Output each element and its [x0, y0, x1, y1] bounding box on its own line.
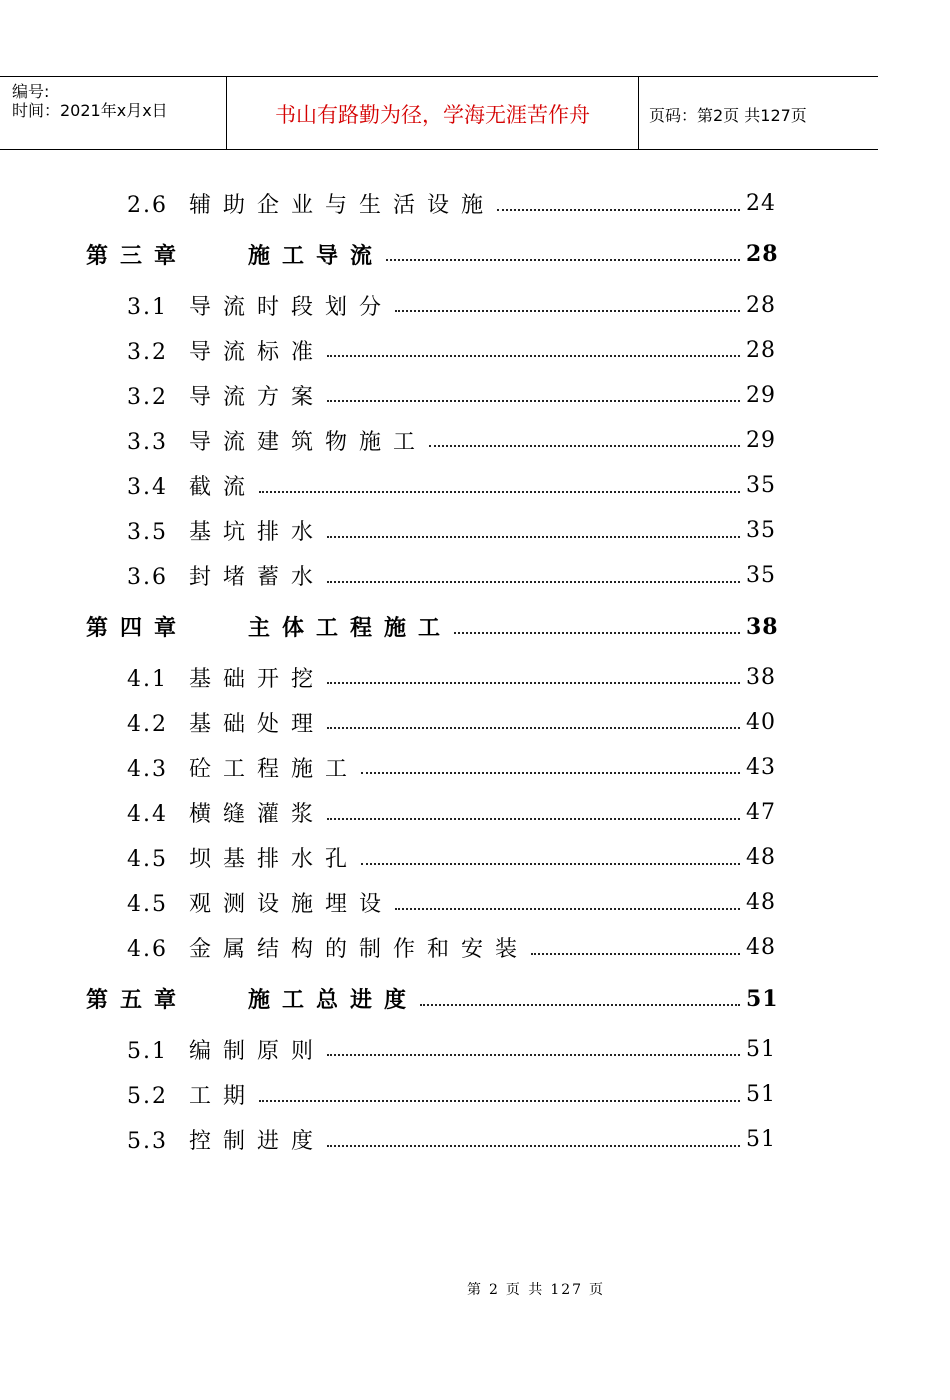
toc-entry-number: 第五章	[86, 987, 189, 1014]
toc-page-number: 28	[746, 292, 776, 318]
toc-page-number: 24	[746, 191, 776, 217]
toc-entry-number: 4.5	[127, 892, 168, 918]
page-footer	[0, 1280, 950, 1300]
toc-entry-title: 金属结构的制作和安装	[189, 937, 530, 963]
document-date: 时间：2021年x月x日	[12, 101, 168, 120]
toc-entry-title: 主体工程施工	[248, 615, 453, 641]
toc-dot-leader	[327, 333, 740, 357]
toc-entry-number: 4.5	[127, 847, 168, 873]
toc-entry-number: 4.3	[127, 756, 168, 782]
footer-mid: 页 共	[505, 1282, 545, 1298]
toc-entry-label	[127, 752, 359, 783]
toc-section-entry[interactable]	[0, 790, 950, 835]
toc-dot-leader	[361, 750, 740, 774]
toc-section-entry[interactable]	[0, 880, 950, 925]
toc-page-number: 48	[746, 935, 776, 961]
toc-dot-leader	[259, 1078, 740, 1102]
toc-section-entry[interactable]	[0, 700, 950, 745]
table-of-contents	[0, 181, 950, 1162]
toc-dot-leader	[327, 559, 740, 583]
toc-dot-leader	[327, 660, 740, 684]
toc-page-number: 29	[746, 427, 776, 453]
toc-entry-title: 施工导流	[248, 242, 385, 269]
toc-entry-number: 4.6	[127, 937, 168, 963]
toc-entry-number: 5.1	[127, 1038, 168, 1064]
toc-entry-label	[127, 335, 325, 366]
footer-current-page: 2	[488, 1282, 500, 1298]
toc-section-entry[interactable]	[0, 463, 950, 508]
toc-entry-label	[127, 707, 325, 738]
toc-dot-leader	[386, 237, 740, 261]
toc-entry-number: 2.6	[127, 193, 168, 219]
toc-page-number: 51	[746, 1036, 776, 1062]
toc-entry-label	[86, 239, 384, 270]
toc-entry-label	[127, 1034, 325, 1065]
toc-entry-title: 导流标准	[189, 339, 326, 365]
toc-page-number: 48	[746, 845, 776, 871]
header-page-code: 页码：第2页 共127页	[649, 106, 807, 125]
page-header	[0, 76, 878, 150]
toc-entry-label	[127, 290, 393, 321]
toc-dot-leader	[327, 796, 740, 820]
toc-entry-label	[127, 797, 325, 828]
document-number-label: 编号:	[12, 82, 50, 101]
toc-entry-label	[127, 425, 427, 456]
footer-total-pages: 127	[550, 1282, 584, 1298]
toc-entry-number: 3.4	[127, 475, 168, 501]
toc-entry-number: 3.6	[127, 565, 168, 591]
toc-section-entry[interactable]	[0, 1117, 950, 1162]
toc-entry-title: 坝基排水孔	[189, 847, 360, 873]
toc-dot-leader	[395, 288, 740, 312]
footer-suffix: 页	[589, 1282, 606, 1298]
toc-entry-title: 编制原则	[189, 1038, 326, 1064]
toc-section-entry[interactable]	[0, 1027, 950, 1072]
toc-page-number: 51	[746, 1127, 776, 1153]
toc-entry-title: 辅助企业与生活设施	[189, 193, 496, 219]
toc-entry-label	[127, 380, 325, 411]
toc-section-entry[interactable]	[0, 373, 950, 418]
toc-dot-leader	[259, 469, 740, 493]
toc-entry-label	[127, 515, 325, 546]
toc-page-number: 38	[746, 664, 776, 690]
toc-entry-label	[127, 1124, 325, 1155]
toc-dot-leader	[531, 931, 740, 955]
toc-page-number: 47	[746, 800, 776, 826]
toc-page-number: 35	[746, 473, 776, 499]
toc-dot-leader	[454, 610, 740, 634]
toc-dot-leader	[395, 886, 740, 910]
toc-entry-label	[127, 1079, 257, 1110]
toc-page-number: 29	[746, 382, 776, 408]
toc-entry-number: 3.1	[127, 294, 168, 320]
toc-entry-title: 基础开挖	[189, 666, 326, 692]
toc-dot-leader	[429, 423, 740, 447]
toc-chapter-entry[interactable]	[0, 598, 950, 655]
toc-dot-leader	[327, 1032, 740, 1056]
toc-section-entry[interactable]	[0, 1072, 950, 1117]
toc-entry-label	[86, 611, 452, 642]
toc-entry-label	[127, 662, 325, 693]
toc-section-entry[interactable]	[0, 283, 950, 328]
toc-entry-number: 第三章	[86, 242, 189, 269]
toc-entry-title: 横缝灌浆	[189, 802, 326, 828]
toc-dot-leader	[327, 378, 740, 402]
toc-entry-title: 封堵蓄水	[189, 565, 326, 591]
toc-section-entry[interactable]	[0, 181, 950, 226]
toc-page-number: 43	[746, 754, 776, 780]
header-left-cell	[0, 77, 226, 149]
toc-entry-label	[127, 560, 325, 591]
toc-entry-number: 3.2	[127, 339, 168, 365]
toc-page-number: 28	[746, 241, 779, 268]
toc-entry-title: 施工总进度	[248, 987, 419, 1014]
toc-entry-label	[127, 842, 359, 873]
header-right-cell	[639, 77, 878, 149]
toc-entry-number: 5.3	[127, 1129, 168, 1155]
toc-page-number: 35	[746, 518, 776, 544]
toc-entry-title: 基坑排水	[189, 520, 326, 546]
toc-section-entry[interactable]	[0, 925, 950, 970]
toc-entry-number: 4.4	[127, 802, 168, 828]
toc-section-entry[interactable]	[0, 835, 950, 880]
toc-dot-leader	[497, 187, 740, 211]
toc-chapter-entry[interactable]	[0, 970, 950, 1027]
toc-section-entry[interactable]	[0, 328, 950, 373]
toc-entry-number: 3.5	[127, 520, 168, 546]
header-middle-cell	[226, 77, 639, 149]
toc-entry-label	[127, 932, 529, 963]
toc-dot-leader	[327, 1123, 740, 1147]
toc-entry-title: 导流时段划分	[189, 294, 394, 320]
toc-entry-title: 截流	[189, 475, 258, 501]
toc-entry-title: 观测设施埋设	[189, 892, 394, 918]
toc-page-number: 40	[746, 709, 776, 735]
toc-entry-number: 第四章	[86, 615, 189, 641]
toc-entry-number: 3.2	[127, 384, 168, 410]
header-motto: 书山有路勤为径，学海无涯苦作舟	[275, 103, 590, 127]
toc-entry-title: 控制进度	[189, 1129, 326, 1155]
toc-entry-number: 3.3	[127, 429, 168, 455]
toc-section-entry[interactable]	[0, 418, 950, 463]
toc-entry-title: 工期	[189, 1084, 258, 1110]
toc-entry-title: 基础处理	[189, 711, 326, 737]
toc-entry-number: 5.2	[127, 1084, 168, 1110]
toc-page-number: 48	[746, 890, 776, 916]
toc-entry-label	[127, 470, 257, 501]
toc-entry-title: 导流方案	[189, 384, 326, 410]
toc-entry-title: 导流建筑物施工	[189, 429, 428, 455]
toc-page-number: 51	[746, 1082, 776, 1108]
toc-section-entry[interactable]	[0, 655, 950, 700]
footer-prefix: 第	[466, 1282, 483, 1298]
toc-page-number: 35	[746, 563, 776, 589]
toc-dot-leader	[327, 705, 740, 729]
toc-entry-label	[127, 188, 495, 219]
toc-section-entry[interactable]	[0, 553, 950, 598]
toc-dot-leader	[361, 841, 740, 865]
toc-entry-number: 4.1	[127, 666, 168, 692]
toc-section-entry[interactable]	[0, 508, 950, 553]
toc-page-number: 28	[746, 337, 776, 363]
toc-dot-leader	[327, 514, 740, 538]
toc-section-entry[interactable]	[0, 745, 950, 790]
toc-entry-title: 砼工程施工	[189, 756, 360, 782]
toc-page-number: 38	[746, 613, 779, 640]
toc-chapter-entry[interactable]	[0, 226, 950, 283]
toc-entry-label	[127, 887, 393, 918]
toc-entry-label	[86, 983, 418, 1014]
toc-entry-number: 4.2	[127, 711, 168, 737]
toc-page-number: 51	[746, 985, 779, 1012]
toc-dot-leader	[420, 982, 740, 1006]
